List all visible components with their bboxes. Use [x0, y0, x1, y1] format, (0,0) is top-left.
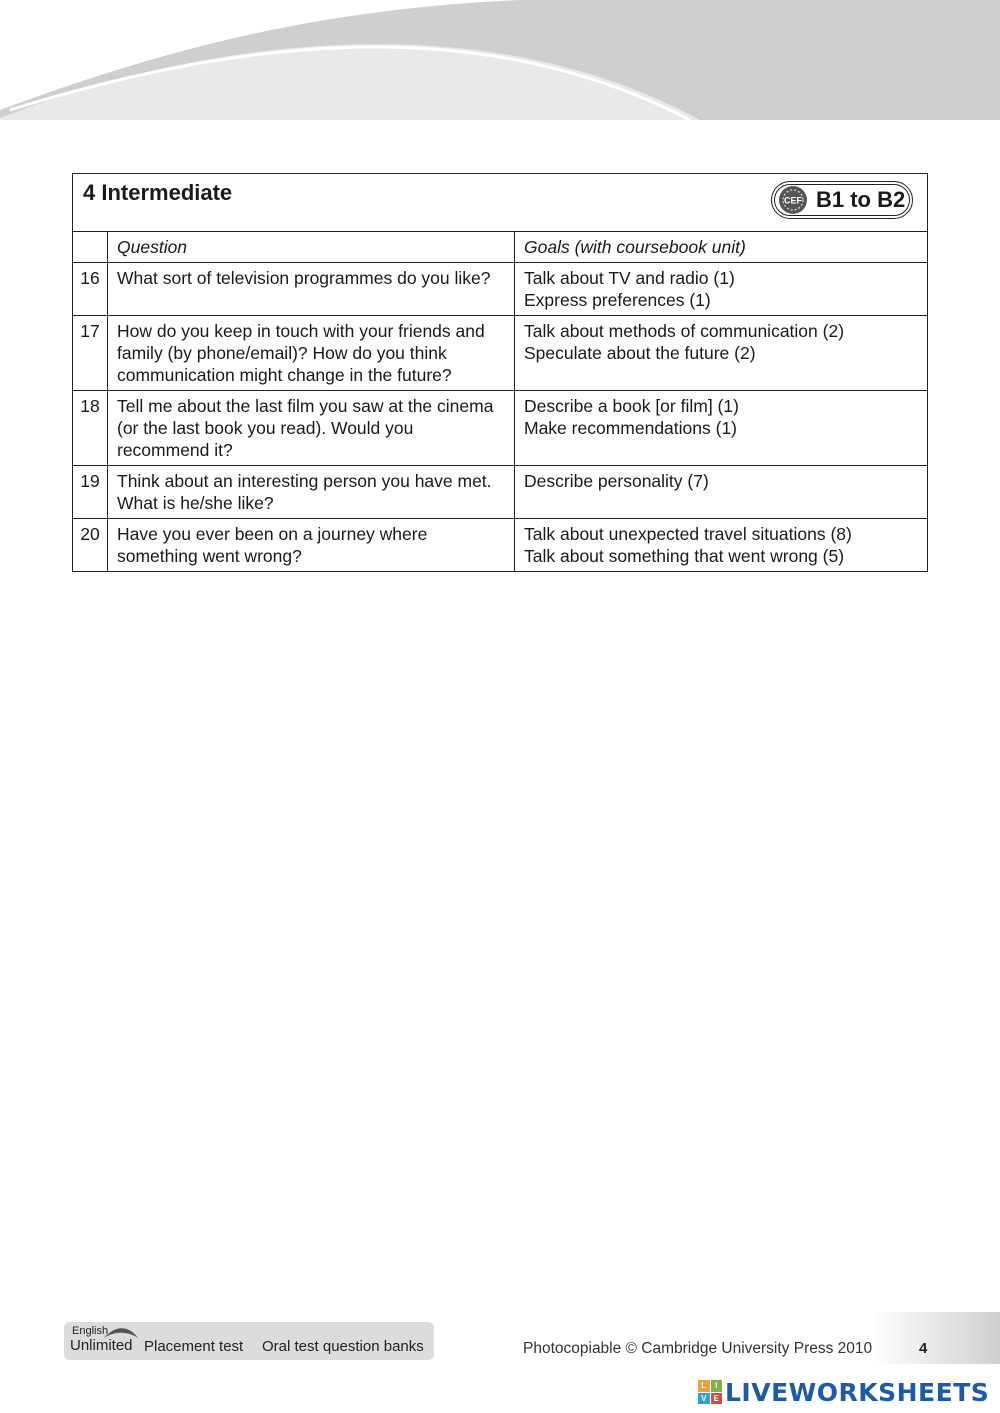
liveworksheets-wordmark: LIVEWORKSHEETS: [725, 1377, 990, 1407]
table-title-cell: [73, 174, 928, 232]
goal-item: Speculate about the future (2): [524, 343, 756, 363]
logo-letter: V: [698, 1393, 710, 1405]
logo-letter: E: [711, 1393, 723, 1405]
table-header-row: [73, 232, 928, 263]
table-row: [73, 391, 928, 466]
goal-item: Talk about TV and radio (1): [524, 268, 735, 288]
logo-letter: I: [711, 1380, 723, 1392]
goals-cell: [515, 466, 928, 519]
goal-item: Talk about something that went wrong (5): [524, 546, 845, 566]
goal-item: Make recommendations (1): [524, 418, 737, 438]
question-number: 20: [73, 519, 108, 572]
goal-item: Describe a book [or film] (1): [524, 396, 739, 416]
level-range: B1 to B2: [816, 187, 906, 212]
goals-cell: [515, 519, 928, 572]
footer-test-name: Placement test: [144, 1338, 244, 1355]
goals-cell: [515, 316, 928, 391]
question-text: Tell me about the last film you saw at the cinema (or the last book you read). Would you recommend it?: [108, 391, 515, 466]
question-number: 19: [73, 466, 108, 519]
goals-cell: [515, 263, 928, 316]
goal-item: Express preferences (1): [524, 290, 711, 310]
question-number: 16: [73, 263, 108, 316]
table-title-row: [73, 174, 928, 232]
cef-level-badge: [771, 181, 913, 219]
page-number: 4: [919, 1340, 928, 1357]
copyright-notice: Photocopiable © Cambridge University Press 2010: [523, 1340, 873, 1357]
table-row: [73, 466, 928, 519]
goals-cell: [515, 391, 928, 466]
question-number: 18: [73, 391, 108, 466]
badge-inner-ring: [774, 184, 910, 216]
table-row: [73, 263, 928, 316]
table-row: [73, 519, 928, 572]
question-header: Question: [108, 232, 515, 263]
brand-english-label: English: [72, 1325, 109, 1337]
footer-brand-tab: [64, 1322, 434, 1360]
logo-letter: L: [698, 1380, 710, 1392]
num-header-cell: [73, 232, 108, 263]
header-swoosh-band: [0, 0, 1000, 120]
question-text: Have you ever been on a journey where something went wrong?: [108, 519, 515, 572]
goal-item: Describe personality (7): [524, 471, 709, 491]
footer-section-name: Oral test question banks: [262, 1338, 424, 1355]
table-row: [73, 316, 928, 391]
goal-item: Talk about methods of communication (2): [524, 321, 845, 341]
goals-header: Goals (with coursebook unit): [515, 232, 928, 263]
question-text: Think about an interesting person you have met. What is he/she like?: [108, 466, 515, 519]
brand-unlimited-label: Unlimited: [70, 1337, 133, 1354]
question-number: 17: [73, 316, 108, 391]
cef-icon-text: CEF: [784, 195, 802, 206]
liveworksheets-logo: [698, 1376, 989, 1408]
question-text: How do you keep in touch with your friends and family (by phone/email)? How do you think communication might change in the future?: [108, 316, 515, 391]
intermediate-question-table: [72, 173, 928, 572]
liveworksheets-blocks-icon: [698, 1380, 722, 1404]
footer-corner-shade: [872, 1312, 1000, 1364]
question-text: What sort of television programmes do you like?: [108, 263, 515, 316]
section-title: 4 Intermediate: [83, 180, 233, 205]
goal-item: Talk about unexpected travel situations (8): [524, 524, 852, 544]
